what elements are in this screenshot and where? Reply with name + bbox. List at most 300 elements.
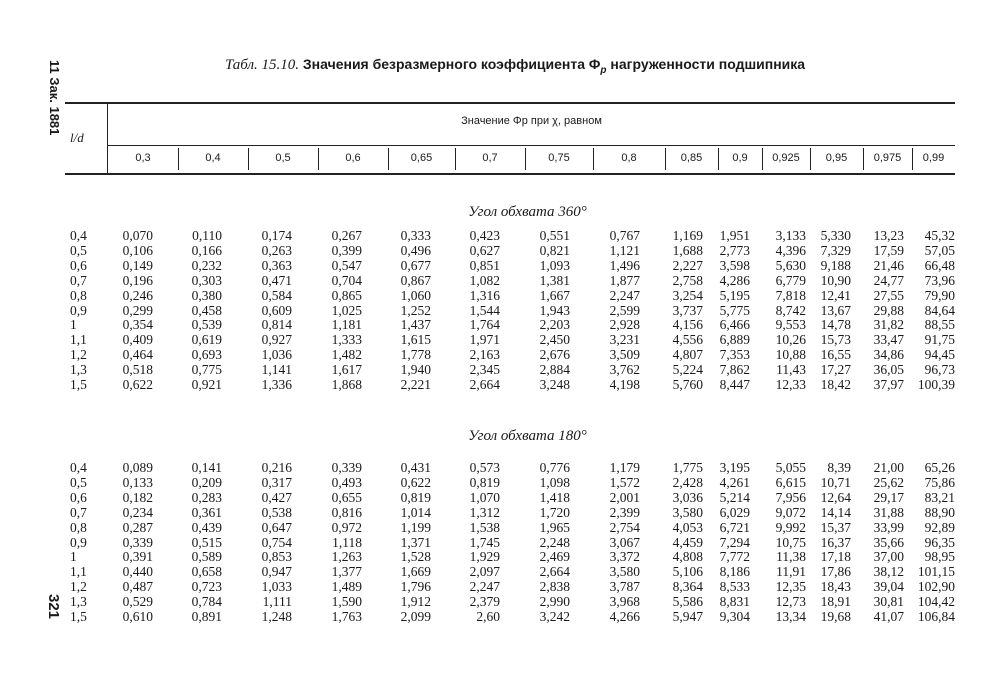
value-cell: 1,263 — [331, 549, 362, 565]
value-cell: 0,182 — [122, 489, 153, 505]
value-cell: 9,072 — [775, 504, 806, 520]
value-cell: 1,688 — [672, 242, 703, 258]
value-cell: 7,329 — [820, 242, 851, 258]
chi-header-separator — [863, 148, 864, 170]
value-cell: 2,928 — [609, 317, 640, 333]
value-cell: 0,647 — [261, 519, 292, 535]
value-cell: 0,821 — [539, 242, 570, 258]
value-cell: 0,677 — [400, 257, 431, 273]
ld-cell: 1,2 — [70, 579, 87, 595]
value-cell: 1,141 — [261, 362, 292, 378]
value-cell: 6,721 — [719, 519, 750, 535]
value-cell: 88,90 — [924, 504, 955, 520]
value-cell: 7,862 — [719, 362, 750, 378]
value-cell: 0,551 — [539, 228, 570, 243]
value-cell: 41,07 — [873, 609, 904, 624]
value-cell: 21,46 — [873, 257, 904, 273]
value-cell: 2,163 — [469, 347, 500, 363]
ld-cell: 1,2 — [70, 347, 87, 363]
value-cell: 2,248 — [539, 534, 570, 550]
value-cell: 0,947 — [261, 564, 292, 580]
value-cell: 9,304 — [719, 609, 750, 624]
value-cell: 0,518 — [122, 362, 153, 378]
value-cell: 1,590 — [331, 594, 362, 610]
value-cell: 12,73 — [775, 594, 806, 610]
chi-header-cell: 0,3 — [135, 152, 151, 164]
value-cell: 21,00 — [873, 460, 904, 475]
chi-header-cell: 0,5 — [275, 152, 291, 164]
value-cell: 79,90 — [924, 287, 955, 303]
value-cell: 0,851 — [469, 257, 500, 273]
table-title-text: Значения безразмерного коэффициента Φ — [302, 56, 601, 72]
value-cell: 0,439 — [191, 519, 222, 535]
value-cell: 8,742 — [775, 302, 806, 318]
value-cell: 5,224 — [672, 362, 703, 378]
value-cell: 0,515 — [191, 534, 222, 550]
ld-cell: 0,6 — [70, 257, 87, 273]
value-cell: 7,818 — [775, 287, 806, 303]
value-cell: 0,391 — [122, 549, 153, 565]
value-cell: 31,88 — [873, 504, 904, 520]
value-cell: 0,196 — [122, 272, 153, 288]
value-cell: 0,891 — [191, 609, 222, 624]
value-cell: 27,55 — [873, 287, 904, 303]
value-cell: 106,84 — [917, 609, 955, 624]
value-cell: 3,787 — [609, 579, 640, 595]
value-cell: 10,88 — [775, 347, 806, 363]
value-cell: 4,808 — [672, 549, 703, 565]
value-cell: 104,42 — [917, 594, 955, 610]
value-cell: 4,053 — [672, 519, 703, 535]
value-cell: 0,110 — [192, 228, 222, 243]
value-cell: 18,42 — [820, 377, 851, 392]
ld-cell: 1,3 — [70, 362, 87, 378]
chi-header-cell: 0,975 — [873, 152, 902, 164]
value-cell: 2,884 — [539, 362, 570, 378]
value-cell: 0,622 — [400, 474, 431, 490]
chi-header-cell: 0,8 — [621, 152, 637, 164]
value-cell: 0,867 — [400, 272, 431, 288]
value-cell: 38,12 — [873, 564, 904, 580]
value-cell: 0,589 — [191, 549, 222, 565]
value-cell: 10,71 — [820, 474, 851, 490]
value-cell: 1,940 — [400, 362, 431, 378]
value-cell: 0,166 — [191, 242, 222, 258]
value-cell: 1,667 — [539, 287, 570, 303]
value-cell: 0,610 — [122, 609, 153, 624]
value-cell: 0,655 — [331, 489, 362, 505]
value-cell: 14,78 — [820, 317, 851, 333]
value-cell: 0,141 — [191, 460, 222, 475]
chi-header-cell: 0,65 — [410, 152, 433, 164]
value-cell: 75,86 — [924, 474, 955, 490]
section-title-text: Угол обхвата 360° — [468, 204, 587, 220]
value-cell: 0,609 — [261, 302, 292, 318]
value-cell: 1,036 — [261, 347, 292, 363]
value-cell: 3,067 — [609, 534, 640, 550]
value-cell: 0,471 — [261, 272, 292, 288]
value-cell: 8,364 — [672, 579, 703, 595]
value-cell: 1,775 — [672, 460, 703, 475]
value-cell: 2,428 — [672, 474, 703, 490]
value-cell: 8,533 — [719, 579, 750, 595]
value-cell: 0,865 — [331, 287, 362, 303]
chi-header-cell: 0,7 — [482, 152, 498, 164]
value-cell: 1,377 — [331, 564, 362, 580]
value-cell: 2,469 — [539, 549, 570, 565]
ld-cell: 0,5 — [70, 242, 87, 258]
ld-cell: 1,1 — [70, 564, 87, 580]
value-cell: 1,796 — [400, 579, 431, 595]
value-cell: 11,91 — [776, 564, 806, 580]
value-cell: 0,927 — [261, 332, 292, 348]
value-cell: 1,098 — [539, 474, 570, 490]
value-cell: 35,66 — [873, 534, 904, 550]
ld-cell: 0,5 — [70, 474, 87, 490]
value-cell: 5,586 — [672, 594, 703, 610]
value-cell: 5,106 — [672, 564, 703, 580]
value-cell: 0,232 — [191, 257, 222, 273]
value-cell: 0,339 — [331, 460, 362, 475]
chi-header-separator — [762, 148, 763, 170]
value-cell: 1,333 — [331, 332, 362, 348]
value-cell: 2,227 — [672, 257, 703, 273]
value-cell: 11,43 — [776, 362, 806, 378]
value-cell: 0,819 — [469, 474, 500, 490]
value-cell: 1,528 — [400, 549, 431, 565]
value-cell: 0,573 — [469, 460, 500, 475]
value-cell: 1,720 — [539, 504, 570, 520]
chi-header-cell: 0,4 — [205, 152, 221, 164]
value-cell: 1,764 — [469, 317, 500, 333]
value-cell: 29,88 — [873, 302, 904, 318]
value-cell: 16,55 — [820, 347, 851, 363]
value-cell: 1,033 — [261, 579, 292, 595]
table-title-suffix: нагруженности подшипника — [610, 56, 806, 72]
value-cell: 7,956 — [775, 489, 806, 505]
value-cell: 2,758 — [672, 272, 703, 288]
value-cell: 0,853 — [261, 549, 292, 565]
value-cell: 0,423 — [469, 228, 500, 243]
value-cell: 3,231 — [609, 332, 640, 348]
value-cell: 0,246 — [122, 287, 153, 303]
value-cell: 73,96 — [924, 272, 955, 288]
value-cell: 98,95 — [924, 549, 955, 565]
chi-header-cell: 0,925 — [772, 152, 800, 164]
chi-header-cell: 0,95 — [825, 152, 848, 164]
ld-cell: 0,4 — [70, 228, 87, 243]
value-cell: 3,509 — [609, 347, 640, 363]
value-cell: 92,89 — [924, 519, 955, 535]
value-cell: 1,971 — [469, 332, 500, 348]
value-cell: 1,014 — [400, 504, 431, 520]
value-cell: 0,816 — [331, 504, 362, 520]
value-cell: 31,82 — [873, 317, 904, 333]
value-cell: 1,181 — [331, 317, 362, 333]
value-cell: 1,572 — [609, 474, 640, 490]
value-cell: 88,55 — [924, 317, 955, 333]
value-cell: 2,773 — [719, 242, 750, 258]
value-cell: 1,336 — [261, 377, 292, 392]
chi-header-cell: 0,9 — [732, 152, 748, 164]
section-title — [0, 428, 1000, 445]
ld-cell: 1,5 — [70, 609, 87, 624]
value-cell: 1,118 — [332, 534, 362, 550]
chi-header-cell: 0,75 — [548, 152, 570, 164]
value-cell: 9,553 — [775, 317, 806, 333]
chi-header-separator — [810, 148, 811, 170]
value-cell: 94,45 — [924, 347, 955, 363]
chi-header-cell: 0,99 — [922, 152, 945, 164]
ld-cell: 0,8 — [70, 287, 87, 303]
header-caption: Значение Φp при χ, равном — [461, 115, 602, 127]
value-cell: 0,775 — [191, 362, 222, 378]
value-cell: 9,992 — [775, 519, 806, 535]
value-cell: 0,627 — [469, 242, 500, 258]
value-cell: 5,055 — [775, 460, 806, 475]
chi-header-separator — [388, 148, 389, 170]
value-cell: 1,929 — [469, 549, 500, 565]
value-cell: 1,093 — [539, 257, 570, 273]
value-cell: 1,111 — [262, 594, 292, 610]
value-cell: 0,149 — [122, 257, 153, 273]
value-cell: 7,353 — [719, 347, 750, 363]
value-cell: 2,379 — [469, 594, 500, 610]
value-cell: 0,496 — [400, 242, 431, 258]
value-cell: 2,399 — [609, 504, 640, 520]
value-cell: 6,466 — [719, 317, 750, 333]
value-cell: 13,23 — [873, 228, 904, 243]
ld-cell: 0,7 — [70, 504, 87, 520]
value-cell: 12,41 — [820, 287, 851, 303]
value-cell: 18,91 — [820, 594, 851, 610]
ld-cell: 1,1 — [70, 332, 87, 348]
value-cell: 0,784 — [191, 594, 222, 610]
value-cell: 0,409 — [122, 332, 153, 348]
value-cell: 17,18 — [820, 549, 851, 565]
value-cell: 4,807 — [672, 347, 703, 363]
value-cell: 0,658 — [191, 564, 222, 580]
value-cell: 25,62 — [873, 474, 904, 490]
value-cell: 4,266 — [609, 609, 640, 624]
value-cell: 91,75 — [924, 332, 955, 348]
value-cell: 2,599 — [609, 302, 640, 318]
value-cell: 1,489 — [331, 579, 362, 595]
value-cell: 0,427 — [261, 489, 292, 505]
value-cell: 3,737 — [672, 302, 703, 318]
value-cell: 6,029 — [719, 504, 750, 520]
value-cell: 102,90 — [917, 579, 955, 595]
value-cell: 1,371 — [400, 534, 431, 550]
value-cell: 0,133 — [122, 474, 153, 490]
value-cell: 8,186 — [719, 564, 750, 580]
value-cell: 1,496 — [609, 257, 640, 273]
value-cell: 0,921 — [191, 377, 222, 392]
value-cell: 5,630 — [775, 257, 806, 273]
page-number: 321 — [45, 594, 62, 620]
value-cell: 11,38 — [776, 549, 806, 565]
value-cell: 37,97 — [873, 377, 904, 392]
value-cell: 65,26 — [924, 460, 955, 475]
header-bottom-rule — [65, 173, 955, 175]
value-cell: 0,814 — [261, 317, 292, 333]
value-cell: 0,234 — [122, 504, 153, 520]
value-cell: 3,580 — [609, 564, 640, 580]
value-cell: 1,418 — [539, 489, 570, 505]
value-cell: 66,48 — [924, 257, 955, 273]
chi-header-separator — [718, 148, 719, 170]
value-cell: 1,951 — [719, 228, 750, 243]
value-cell: 96,35 — [924, 534, 955, 550]
value-cell: 0,361 — [191, 504, 222, 520]
value-cell: 0,303 — [191, 272, 222, 288]
value-cell: 0,339 — [122, 534, 153, 550]
value-cell: 34,86 — [873, 347, 904, 363]
value-cell: 0,458 — [191, 302, 222, 318]
value-cell: 1,965 — [539, 519, 570, 535]
value-cell: 17,27 — [820, 362, 851, 378]
value-cell: 1,482 — [331, 347, 362, 363]
value-cell: 29,17 — [873, 489, 904, 505]
value-cell: 1,381 — [539, 272, 570, 288]
ld-cell: 1,5 — [70, 377, 87, 392]
ld-cell: 1 — [70, 549, 77, 565]
value-cell: 0,174 — [261, 228, 292, 243]
value-cell: 1,248 — [261, 609, 292, 624]
value-cell: 1,544 — [469, 302, 500, 318]
value-cell: 1,070 — [469, 489, 500, 505]
value-cell: 2,990 — [539, 594, 570, 610]
value-cell: 24,77 — [873, 272, 904, 288]
chi-header-separator — [912, 148, 913, 170]
value-cell: 0,767 — [609, 228, 640, 243]
value-cell: 2,754 — [609, 519, 640, 535]
value-cell: 3,242 — [539, 609, 570, 624]
value-cell: 7,772 — [719, 549, 750, 565]
header-top-rule — [65, 102, 955, 104]
value-cell: 8,447 — [719, 377, 750, 392]
value-cell: 83,21 — [924, 489, 955, 505]
value-cell: 100,39 — [917, 377, 955, 392]
value-cell: 13,34 — [775, 609, 806, 624]
chi-header-separator — [455, 148, 456, 170]
value-cell: 84,64 — [924, 302, 955, 318]
value-cell: 8,39 — [827, 460, 851, 475]
value-cell: 2,345 — [469, 362, 500, 378]
value-cell: 0,776 — [539, 460, 570, 475]
chi-header-separator — [248, 148, 249, 170]
value-cell: 3,133 — [775, 228, 806, 243]
value-cell: 0,333 — [400, 228, 431, 243]
ld-cell: 0,6 — [70, 489, 87, 505]
value-cell: 10,26 — [775, 332, 806, 348]
value-cell: 0,723 — [191, 579, 222, 595]
value-cell: 2,838 — [539, 579, 570, 595]
value-cell: 0,539 — [191, 317, 222, 333]
value-cell: 0,693 — [191, 347, 222, 363]
ld-cell: 0,9 — [70, 534, 87, 550]
value-cell: 96,73 — [924, 362, 955, 378]
ld-header: l/d — [70, 130, 84, 145]
table-title-subscript: p — [600, 64, 607, 76]
value-cell: 1,199 — [400, 519, 431, 535]
value-cell: 0,704 — [331, 272, 362, 288]
value-cell: 1,669 — [400, 564, 431, 580]
value-cell: 10,90 — [820, 272, 851, 288]
value-cell: 14,14 — [820, 504, 851, 520]
value-cell: 4,396 — [775, 242, 806, 258]
value-cell: 0,106 — [122, 242, 153, 258]
value-cell: 0,089 — [122, 460, 153, 475]
value-cell: 10,75 — [775, 534, 806, 550]
value-cell: 1,025 — [331, 302, 362, 318]
value-cell: 1,877 — [609, 272, 640, 288]
chi-header-separator — [525, 148, 526, 170]
value-cell: 101,15 — [917, 564, 955, 580]
value-cell: 1,169 — [672, 228, 703, 243]
value-cell: 6,779 — [775, 272, 806, 288]
table-title-prefix: Табл. 15.10. — [225, 57, 300, 73]
chi-header-separator — [665, 148, 666, 170]
value-cell: 37,00 — [873, 549, 904, 565]
value-cell: 3,254 — [672, 287, 703, 303]
value-cell: 4,556 — [672, 332, 703, 348]
side-label: 11 Зак. 1881 — [47, 60, 62, 136]
value-cell: 0,216 — [261, 460, 292, 475]
value-cell: 0,529 — [122, 594, 153, 610]
value-cell: 2,097 — [469, 564, 500, 580]
value-cell: 0,547 — [331, 257, 362, 273]
value-cell: 0,493 — [331, 474, 362, 490]
ld-cell: 0,4 — [70, 460, 87, 475]
chi-header-separator — [318, 148, 319, 170]
value-cell: 12,64 — [820, 489, 851, 505]
table-title — [225, 56, 805, 76]
value-cell: 1,316 — [469, 287, 500, 303]
value-cell: 3,598 — [719, 257, 750, 273]
value-cell: 1,943 — [539, 302, 570, 318]
value-cell: 4,286 — [719, 272, 750, 288]
ld-cell: 0,8 — [70, 519, 87, 535]
value-cell: 5,330 — [820, 228, 851, 243]
value-cell: 18,43 — [820, 579, 851, 595]
value-cell: 1,868 — [331, 377, 362, 392]
value-cell: 30,81 — [873, 594, 904, 610]
value-cell: 6,615 — [775, 474, 806, 490]
header-mid-rule — [108, 145, 955, 146]
value-cell: 1,763 — [331, 609, 362, 624]
value-cell: 0,354 — [122, 317, 153, 333]
value-cell: 8,831 — [719, 594, 750, 610]
chi-header-separator — [178, 148, 179, 170]
value-cell: 0,431 — [400, 460, 431, 475]
value-cell: 15,37 — [820, 519, 851, 535]
value-cell: 33,99 — [873, 519, 904, 535]
value-cell: 5,775 — [719, 302, 750, 318]
value-cell: 1,082 — [469, 272, 500, 288]
value-cell: 2,247 — [609, 287, 640, 303]
value-cell: 0,283 — [191, 489, 222, 505]
ld-cell: 0,9 — [70, 302, 87, 318]
value-cell: 1,778 — [400, 347, 431, 363]
value-cell: 0,317 — [261, 474, 292, 490]
value-cell: 2,203 — [539, 317, 570, 333]
value-cell: 2,247 — [469, 579, 500, 595]
value-cell: 4,459 — [672, 534, 703, 550]
ld-cell: 0,7 — [70, 272, 87, 288]
value-cell: 0,584 — [261, 287, 292, 303]
value-cell: 36,05 — [873, 362, 904, 378]
